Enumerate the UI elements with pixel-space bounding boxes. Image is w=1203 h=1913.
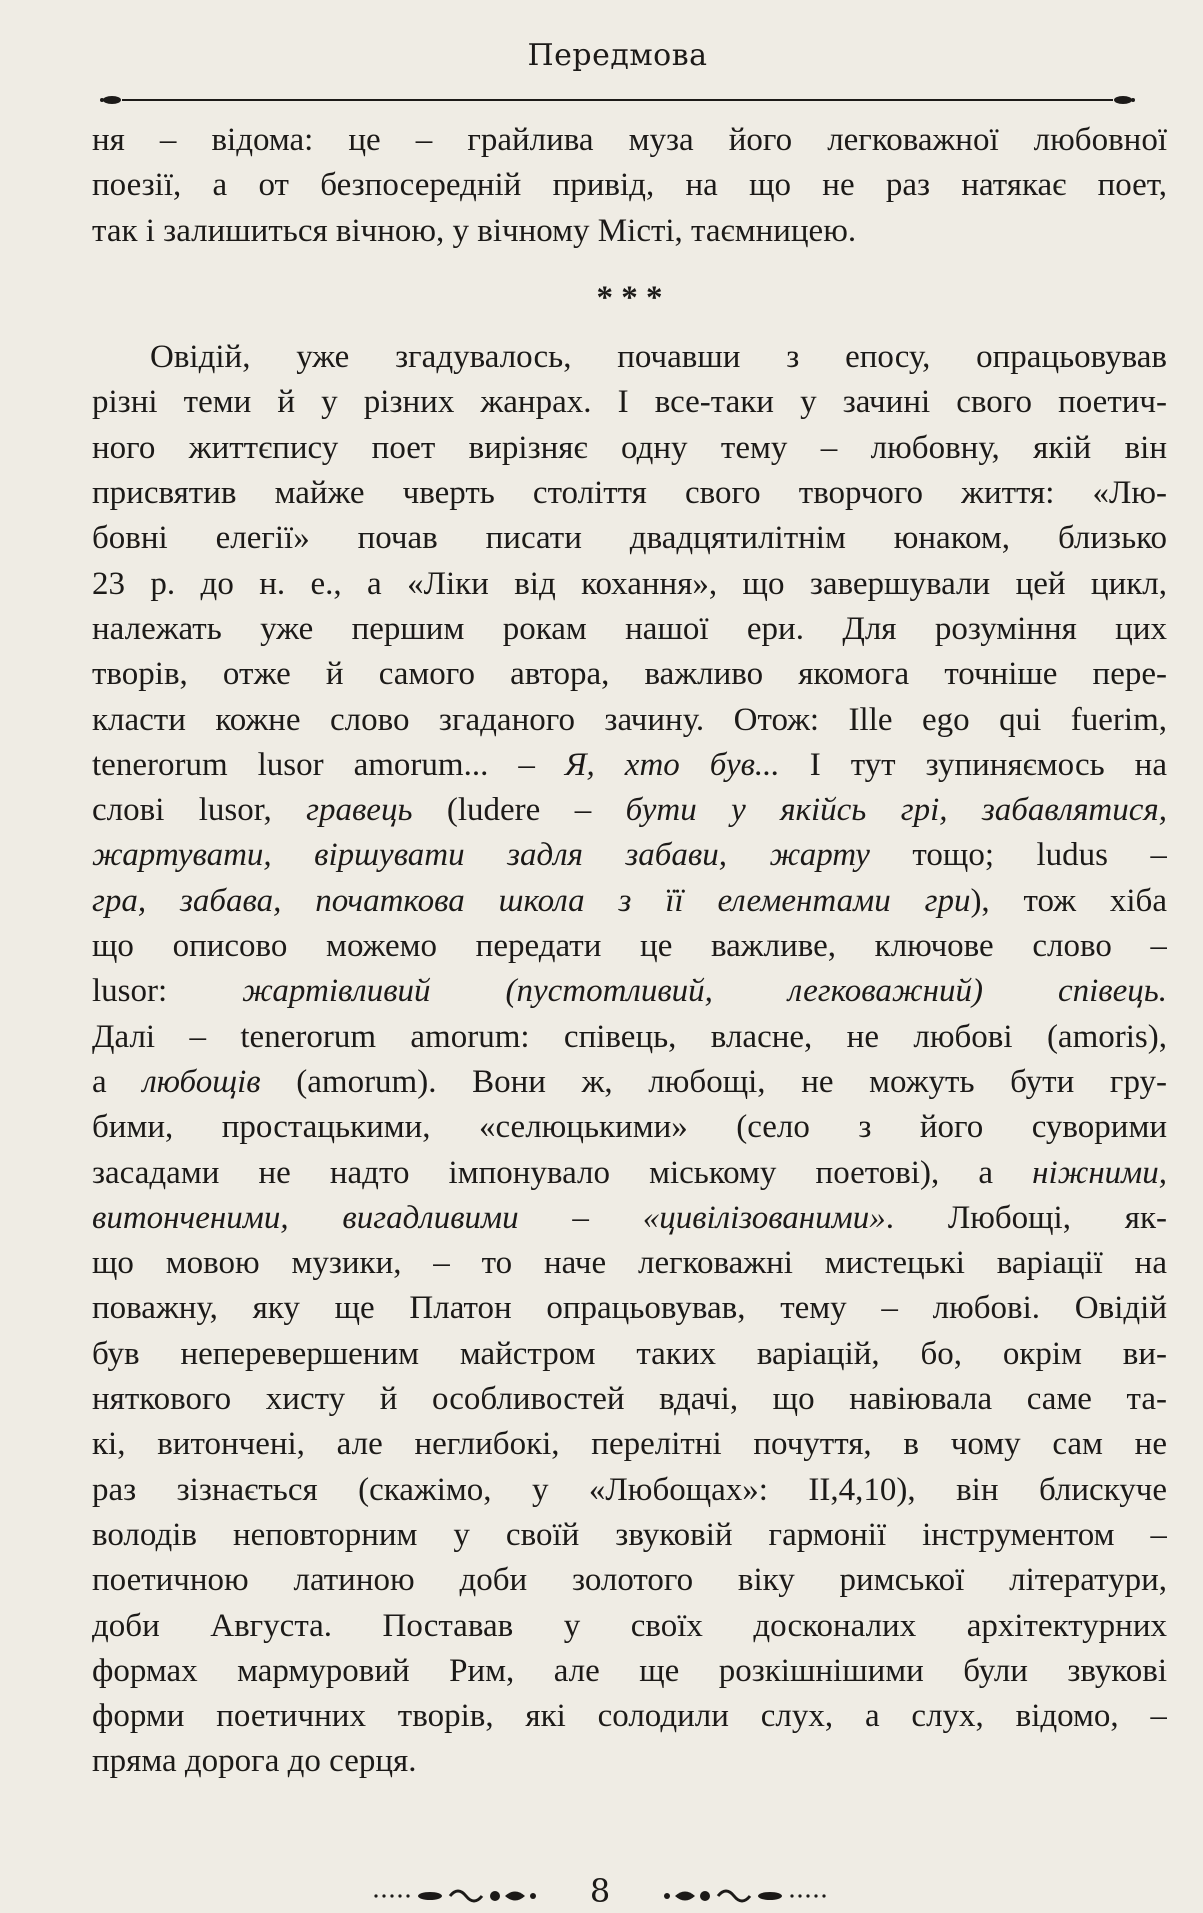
text-segment: няткового хисту й особливостей вдачі, що навіювала саме та- — [92, 1381, 1167, 1418]
text-line — [92, 1649, 1167, 1694]
italic-text: гравець — [306, 792, 413, 829]
text-line — [92, 1468, 1167, 1513]
section-separator: * * * — [596, 279, 663, 316]
text-segment: . Любощі, як- — [885, 1199, 1167, 1236]
text-segment: поетичною латиною доби золотого віку римської літератури, — [92, 1562, 1167, 1599]
text-segment: присвятив майже чверть століття свого творчого життя: «Лю- — [92, 475, 1167, 512]
text-line: поезії, а от безпосередній привід, на що не раз натякає поет, — [92, 167, 1167, 204]
text-line — [92, 1513, 1167, 1558]
paragraph-continued — [92, 118, 1167, 254]
text-line — [92, 788, 1167, 833]
running-header — [100, 38, 1135, 108]
text-segment: був неперевершеним майстром таких варіацій, бо, окрім ви- — [92, 1335, 1167, 1372]
text-segment: (amorum). Вони ж, любощі, не можуть бути гру- — [260, 1063, 1167, 1100]
body-text — [92, 118, 1167, 1785]
text-segment: тощо; ludus – — [869, 837, 1167, 874]
text-segment: що мовою музики, – то наче легковажні мистецькі варіації на — [92, 1245, 1167, 1282]
paragraph — [92, 335, 1167, 1785]
text-line — [92, 1286, 1167, 1331]
text-line — [92, 1105, 1167, 1150]
italic-text: жартівливий (пустотливий, легковажний) співець. — [242, 973, 1167, 1010]
text-line — [92, 1151, 1167, 1196]
text-line — [92, 1377, 1167, 1422]
text-line — [92, 1332, 1167, 1377]
header-ornamental-rule — [100, 88, 1135, 112]
text-line — [92, 652, 1167, 697]
text-segment: раз зізнається (скажімо, у «Любощах»: II,4,10), він блискуче — [92, 1471, 1167, 1508]
text-line — [92, 562, 1167, 607]
text-line — [92, 1196, 1167, 1241]
text-line — [92, 1241, 1167, 1286]
text-segment: lusor: — [92, 973, 243, 1010]
text-segment: класти кожне слово згаданого зачину. Отож: Ille ego qui fuerim, — [92, 701, 1167, 738]
italic-text: бути у якійсь грі, забавлятися, — [625, 792, 1167, 829]
text-line — [92, 969, 1167, 1014]
text-line — [92, 607, 1167, 652]
text-line — [92, 879, 1167, 924]
text-segment: формах мармуровий Рим, але ще розкішнішими були звукові — [92, 1652, 1167, 1689]
text-segment: ), тож хіба — [970, 882, 1167, 919]
text-line — [92, 1739, 1167, 1784]
italic-text: любощів — [142, 1063, 261, 1100]
text-segment: різні теми й у різних жанрах. І все-таки у зачині свого поетич- — [92, 384, 1167, 421]
text-line — [92, 380, 1167, 425]
text-line — [92, 1015, 1167, 1060]
text-segment: бовні елегії» почав писати двадцятилітнім юнаком, близько — [92, 520, 1167, 557]
running-header-title: Передмова — [527, 38, 708, 73]
text-line — [92, 426, 1167, 471]
text-segment: Овідій, уже згадувалось, почавши з епосу, опрацьовував — [150, 339, 1167, 376]
text-segment: а — [92, 1063, 143, 1100]
text-segment: 23 р. до н. е., а «Ліки від кохання», що завершували цей цикл, — [92, 565, 1167, 602]
page-footer — [370, 1872, 830, 1912]
text-line: так і залишиться вічною, у вічному Місті, таємницею. — [92, 212, 857, 249]
italic-text: ніжними, — [1032, 1154, 1167, 1191]
italic-text: жартувати, віршувати задля забави, жарту — [92, 837, 870, 874]
text-segment: ного життєпису поет вирізняє одну тему – любовну, якій він — [92, 429, 1167, 466]
text-segment: tenerorum lusor amorum... – — [92, 746, 565, 783]
text-segment: І тут зупиняємось на — [779, 746, 1167, 783]
text-line — [92, 1558, 1167, 1603]
text-segment: (ludere – — [412, 792, 626, 829]
italic-text: гра, забава, початкова школа з її елементами гри — [92, 882, 971, 919]
text-segment: пряма дорога до серця. — [92, 1743, 417, 1780]
text-line — [92, 1060, 1167, 1105]
text-line — [92, 698, 1167, 743]
text-segment: творів, отже й самого автора, важливо якомога точніше пере- — [92, 656, 1167, 693]
text-line — [92, 1604, 1167, 1649]
text-segment: Далі – tenerorum amorum: співець, власне, не любові (amoris), — [92, 1018, 1167, 1055]
text-line — [92, 833, 1167, 878]
italic-text: витонченими, вигадливими – «цивілізованими» — [92, 1199, 886, 1236]
text-segment: кі, витончені, але неглибокі, перелітні почуття, в чому сам не — [92, 1426, 1167, 1463]
text-line — [92, 471, 1167, 516]
text-segment: поважну, яку ще Платон опрацьовував, тему – любові. Овідій — [92, 1290, 1167, 1327]
text-line: ня – відома: це – грайлива муза його легковажної любовної — [92, 122, 1167, 158]
text-segment: форми поетичних творів, які солодили слух, а слух, відомо, – — [92, 1698, 1167, 1735]
text-segment: володів неповторним у своїй звуковій гармонії інструментом – — [92, 1516, 1167, 1553]
text-line — [92, 516, 1167, 561]
text-line — [92, 1422, 1167, 1467]
footer-ornament-right — [660, 1886, 830, 1906]
text-segment: що описово можемо передати це важливе, ключове слово – — [92, 928, 1167, 965]
text-segment: належать уже першим рокам нашої ери. Для розуміння цих — [92, 610, 1167, 647]
text-line — [92, 924, 1167, 969]
text-segment: доби Августа. Поставав у своїх досконалих архітектурних — [92, 1607, 1167, 1644]
text-line — [92, 335, 1167, 380]
text-line — [92, 743, 1167, 788]
text-line — [92, 1694, 1167, 1739]
text-segment: слові lusor, — [92, 792, 307, 829]
text-segment: засадами не надто імпонувало міському поетові), а — [92, 1154, 1033, 1191]
italic-text: Я, хто був... — [564, 746, 780, 783]
page-number: 8 — [589, 1872, 611, 1910]
text-segment: бими, простацькими, «селюцькими» (село з його суворими — [92, 1109, 1167, 1146]
